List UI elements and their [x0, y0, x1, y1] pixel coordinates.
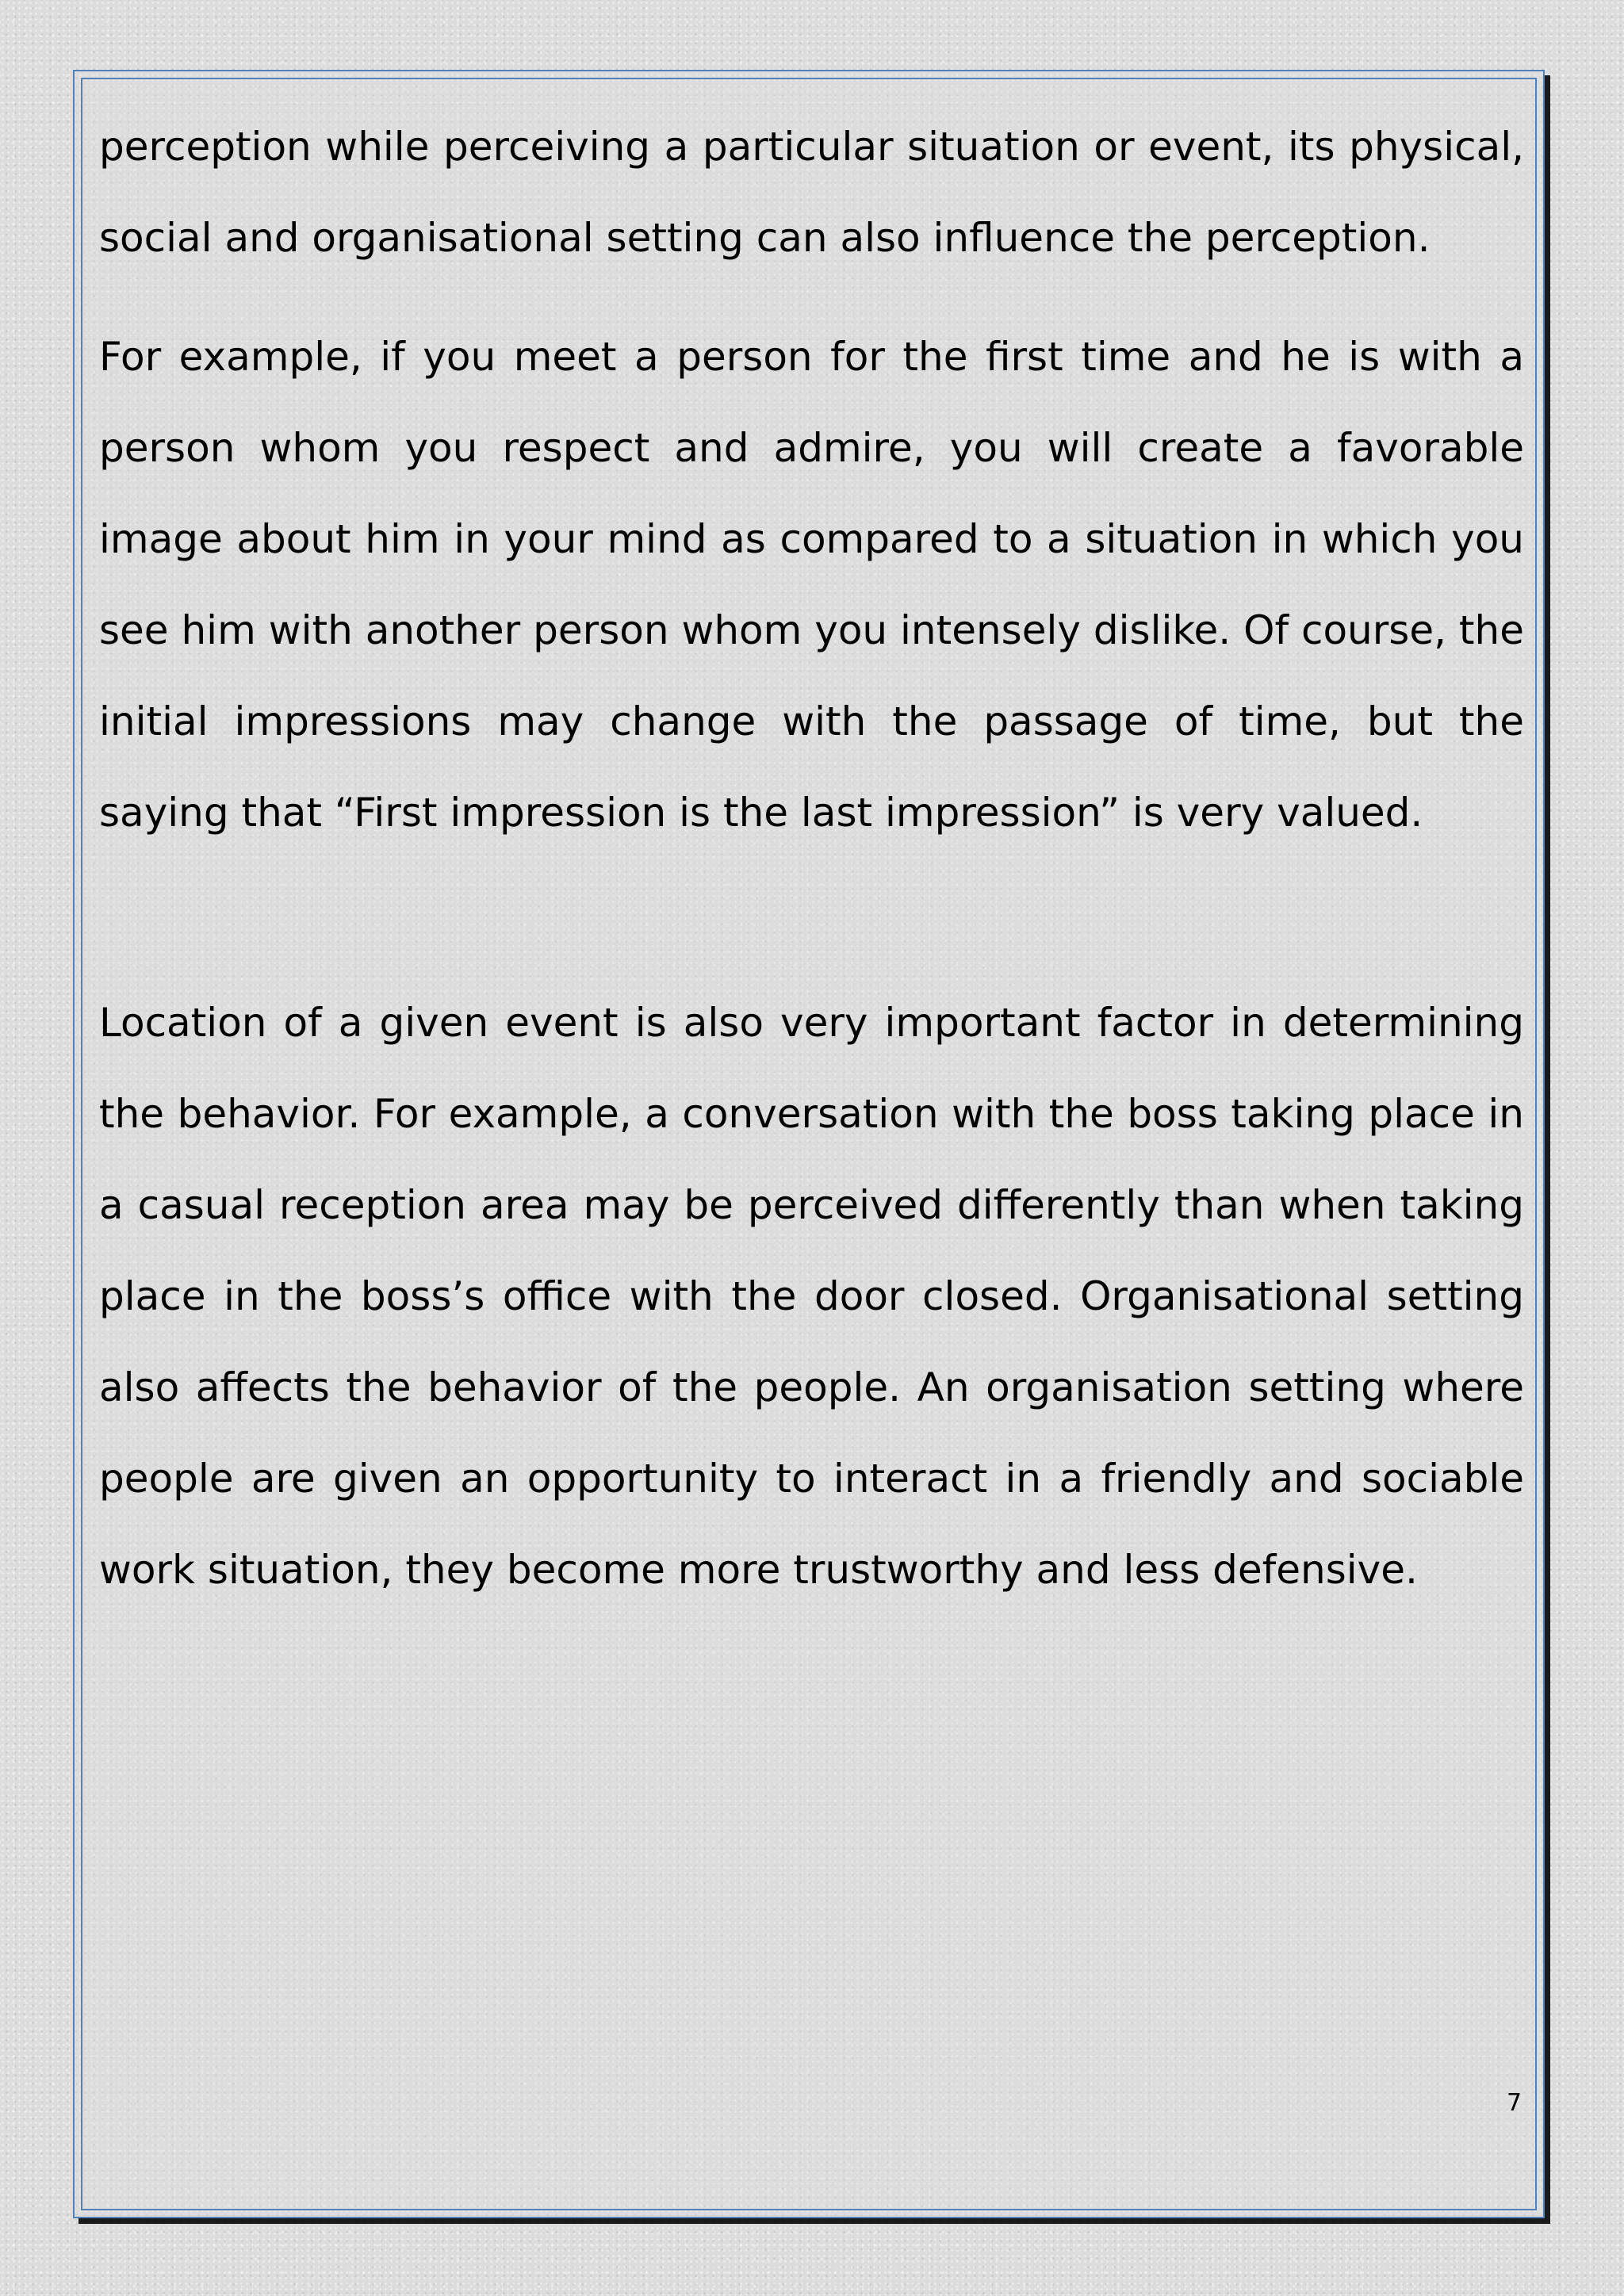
paragraph-location-of-event: Location of a given event is also very important factor in determining the behavior. For example, a conversation with the boss taking place in a casual reception area may be perceived differently than when taking place in the boss’s office with the door closed. Organisational setting also affects the behavior of the people. An organisation setting where people are given an opportunity to interact in a friendly and sociable work situation, they become more trustworthy and less defensive. — [99, 1000, 1524, 1593]
page-body — [99, 101, 1524, 1616]
paragraph-perception-setting: perception while perceiving a particular situation or event, its physical, social and organisational setting can also influence the perception. — [99, 124, 1524, 261]
page-number: 7 — [1507, 2089, 1522, 2117]
paragraph-first-impression-example: For example, if you meet a person for the first time and he is with a person whom you respect and admire, you will create a favorable image about him in your mind as compared to a situation in which you see him with another person whom you intensely dislike. Of course, the initial impressions may change with the passage of time, but the saying that “First impression is the last impression” is very valued. — [99, 334, 1524, 836]
